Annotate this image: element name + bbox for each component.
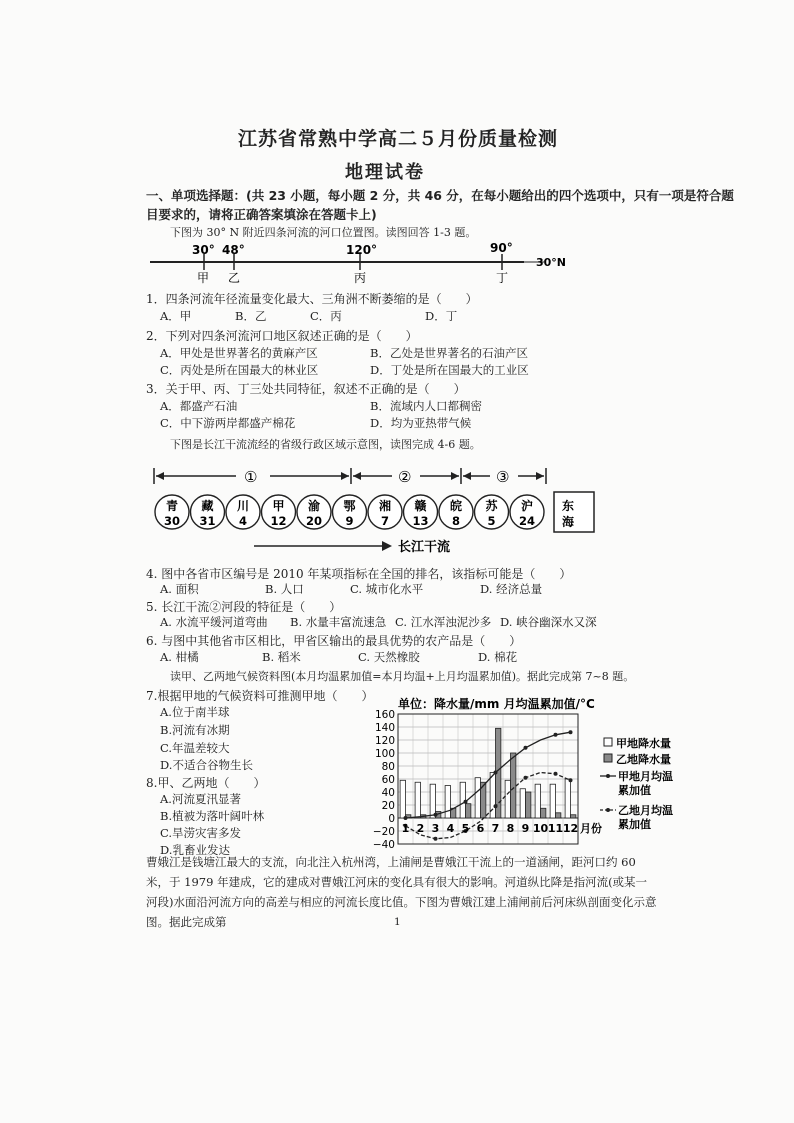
line-point bbox=[569, 730, 573, 734]
option: C．丙 bbox=[310, 309, 342, 323]
option: A. 面积 bbox=[160, 582, 199, 596]
option: B.河流有冰期 bbox=[160, 723, 230, 737]
option: C. 天然橡胶 bbox=[358, 650, 420, 664]
option: C. 江水浑浊泥沙多 bbox=[395, 615, 492, 629]
x-tick-label: 3 bbox=[431, 822, 440, 835]
segment-label-2: ② bbox=[398, 468, 412, 486]
option: D. 峡谷幽深水又深 bbox=[500, 615, 597, 629]
intro-q4-6: 下图是长江干流流经的省级行政区域示意图，读图完成 4-6 题。 bbox=[170, 438, 481, 451]
page-subtitle: 地理试卷 bbox=[345, 162, 425, 183]
option: C．丙处是所在国最大的林业区 bbox=[160, 363, 319, 377]
x-tick-label: 4 bbox=[446, 822, 455, 835]
legend-label: 乙地降水量 bbox=[616, 753, 671, 766]
y-tick-label: 140 bbox=[374, 722, 395, 734]
segment-label-3: ③ bbox=[496, 468, 510, 486]
option: A.河流夏汛显著 bbox=[160, 792, 241, 806]
sea-label-part1: 东 bbox=[562, 499, 575, 513]
province-name: 沪 bbox=[520, 499, 534, 513]
bar-jia-precip bbox=[415, 782, 420, 818]
option: C. 城市化水平 bbox=[350, 582, 424, 596]
bar-jia-precip bbox=[565, 779, 570, 818]
province-name: 青 bbox=[165, 499, 179, 513]
legend-label: 累加值 bbox=[618, 818, 651, 831]
province-name: 鄂 bbox=[343, 499, 356, 513]
province-name: 皖 bbox=[449, 499, 463, 513]
y-tick-label: −40 bbox=[372, 839, 395, 851]
option: D. 棉花 bbox=[478, 650, 518, 664]
province-name: 渝 bbox=[307, 499, 321, 513]
intro-q1-3: 下图为 30° N 附近四条河流的河口位置图。读图回答 1-3 题。 bbox=[170, 226, 477, 239]
river-label: 丁 bbox=[496, 271, 509, 285]
page-title: 江苏省常熟中学高二５月份质量检测 bbox=[238, 128, 559, 150]
passage-text: 曹娥江是钱塘江最大的支流，向北注入杭州湾，上浦闸是曹娥江干流上的一道涵闸，距河口约 60 米，于 1979 年建成，它的建成对曹娥江河床的变化具有很大的影响。河道纵比降是指河流(或某一河段)水面沿河流方向的高差与相应的河流长度比值。下图为曹娥江建上浦闸前后河床纵剖面变化示意图。据此完成第 bbox=[146, 855, 657, 929]
line-point bbox=[494, 771, 498, 775]
option: A．甲 bbox=[160, 309, 192, 323]
bar-jia-precip bbox=[535, 784, 540, 818]
option: B．乙 bbox=[235, 309, 267, 323]
option: D．均为亚热带气候 bbox=[370, 416, 472, 430]
y-tick-label: 20 bbox=[381, 800, 395, 812]
option: A. 水流平缓河道弯曲 bbox=[160, 615, 268, 629]
y-tick-label: −20 bbox=[372, 826, 395, 838]
option: B．流域内人口都稠密 bbox=[370, 399, 482, 413]
lat-label: 30°N bbox=[536, 256, 567, 269]
province-rank: 13 bbox=[412, 514, 429, 528]
province-rank: 30 bbox=[163, 514, 181, 528]
line-point bbox=[569, 778, 573, 782]
climate-chart bbox=[366, 694, 696, 852]
x-tick-label: 8 bbox=[506, 822, 515, 835]
x-tick-label: 2 bbox=[416, 822, 425, 835]
province-name: 赣 bbox=[414, 499, 427, 513]
x-tick-label: 9 bbox=[521, 822, 530, 835]
option: C．中下游两岸都盛产棉花 bbox=[160, 416, 296, 430]
question-7: 7.根据甲地的气候资料可推测甲地（ ） bbox=[146, 689, 374, 703]
option: B．乙处是世界著名的石油产区 bbox=[370, 346, 528, 360]
question-8: 8.甲、乙两地（ ） bbox=[146, 776, 266, 790]
yangtze-province-diagram bbox=[144, 462, 604, 562]
option: C.年温差较大 bbox=[160, 741, 230, 755]
y-tick-label: 40 bbox=[381, 787, 395, 799]
bar-yi-precip bbox=[556, 813, 561, 818]
question-6: 6. 与图中其他省市区相比，甲省区输出的最具优势的农产品是（ ） bbox=[146, 634, 522, 648]
lon-label: 90° bbox=[490, 241, 513, 255]
page-number: 1 bbox=[394, 916, 401, 928]
y-tick-label: 80 bbox=[381, 761, 395, 773]
x-tick-label: 1 bbox=[401, 822, 410, 835]
option: B. 稻米 bbox=[262, 650, 301, 664]
option: D.不适合谷物生长 bbox=[160, 758, 253, 772]
question-3: 3．关于甲、丙、丁三处共同特征，叙述不正确的是（ ） bbox=[146, 382, 466, 396]
section-heading: 一、单项选择题：(共 23 小题，每小题 2 分，共 46 分，在每小题给出的四个选项中，只有一项是符合题 bbox=[146, 188, 734, 203]
bar-jia-precip bbox=[505, 780, 510, 818]
question-2: 2．下列对四条河流河口地区叙述正确的是（ ） bbox=[146, 329, 418, 343]
x-tick-label: 6 bbox=[476, 822, 485, 835]
segment-label-1: ① bbox=[244, 468, 258, 486]
option: B. 水量丰富流速急 bbox=[290, 615, 387, 629]
y-tick-label: 0 bbox=[388, 813, 395, 825]
province-circles bbox=[155, 495, 544, 529]
sea-label-part2: 海 bbox=[562, 515, 575, 529]
province-rank: 20 bbox=[305, 514, 323, 528]
line-point bbox=[464, 800, 468, 804]
bar-yi-precip bbox=[511, 753, 516, 818]
option: D．丁 bbox=[425, 309, 458, 323]
legend-label: 累加值 bbox=[618, 784, 651, 797]
province-rank: 24 bbox=[518, 514, 536, 528]
question-4: 4. 图中各省市区编号是 2010 年某项指标在全国的排名，该指标可能是（ ） bbox=[146, 567, 572, 581]
line-point bbox=[404, 816, 408, 820]
legend-label: 甲地月均温 bbox=[618, 770, 673, 783]
option: A.位于南半球 bbox=[160, 705, 230, 719]
bar-jia-precip bbox=[520, 789, 525, 818]
province-rank: 5 bbox=[487, 514, 496, 528]
legend-label: 乙地月均温 bbox=[618, 804, 673, 817]
province-rank: 8 bbox=[451, 514, 461, 528]
lon-label: 48° bbox=[222, 243, 245, 257]
option: D. 经济总量 bbox=[480, 582, 543, 596]
option: A. 柑橘 bbox=[160, 650, 199, 664]
river-label: 乙 bbox=[228, 271, 241, 285]
option: C.旱涝灾害多发 bbox=[160, 826, 242, 840]
x-tick-label: 12 bbox=[562, 822, 579, 835]
river-label: 甲 bbox=[197, 271, 210, 285]
y-tick-label: 160 bbox=[374, 709, 395, 721]
section-heading-cont: 目要求的，请将正确答案填涂在答题卡上) bbox=[146, 207, 377, 222]
bar-yi-precip bbox=[541, 808, 546, 818]
line-point bbox=[524, 746, 528, 750]
x-axis-label: 月份 bbox=[580, 822, 602, 835]
question-1: 1．四条河流年径流量变化最大、三角洲不断萎缩的是（ ） bbox=[146, 292, 478, 306]
option: A．都盛产石油 bbox=[160, 399, 238, 413]
x-tick-label: 5 bbox=[461, 822, 470, 835]
province-rank: 7 bbox=[380, 514, 390, 528]
river-mouth-map bbox=[146, 240, 586, 286]
option: D．丁处是所在国最大的工业区 bbox=[370, 363, 529, 377]
province-name: 藏 bbox=[201, 499, 214, 513]
lon-label: 30° bbox=[192, 243, 215, 257]
bar-jia-precip bbox=[475, 778, 480, 818]
option: D.乳畜业发达 bbox=[160, 843, 230, 857]
province-rank: 4 bbox=[238, 514, 248, 528]
chart-title: 单位：降水量/mm 月均温累加值/°C bbox=[398, 697, 595, 711]
x-tick-label: 7 bbox=[491, 822, 500, 835]
x-tick-label: 10 bbox=[532, 822, 549, 835]
x-tick-label: 11 bbox=[547, 822, 564, 835]
bar-yi-precip bbox=[466, 804, 471, 818]
line-point bbox=[524, 776, 528, 780]
bar-jia-precip bbox=[400, 780, 405, 818]
line-point bbox=[434, 813, 438, 817]
question-5: 5. 长江干流②河段的特征是（ ） bbox=[146, 600, 342, 614]
bar-jia-precip bbox=[550, 784, 555, 818]
lon-label: 120° bbox=[346, 243, 378, 257]
river-label: 丙 bbox=[354, 271, 367, 285]
line-point bbox=[434, 837, 438, 841]
line-point bbox=[494, 804, 498, 808]
province-rank: 12 bbox=[270, 514, 287, 528]
line-point bbox=[554, 772, 558, 776]
arrow-label: 长江干流 bbox=[398, 540, 451, 555]
province-rank: 31 bbox=[199, 514, 216, 528]
y-tick-label: 100 bbox=[374, 748, 395, 760]
chart-legend bbox=[600, 736, 673, 831]
legend-label: 甲地降水量 bbox=[616, 737, 671, 750]
legend-swatch bbox=[604, 738, 612, 746]
bar-yi-precip bbox=[571, 815, 576, 818]
y-tick-label: 120 bbox=[374, 735, 395, 747]
province-name: 川 bbox=[236, 499, 250, 513]
option: A．甲处是世界著名的黄麻产区 bbox=[160, 346, 318, 360]
bar-yi-precip bbox=[526, 792, 531, 818]
province-name: 苏 bbox=[485, 499, 498, 513]
province-name: 甲 bbox=[272, 499, 285, 513]
y-tick-label: 60 bbox=[381, 774, 395, 786]
line-point bbox=[554, 733, 558, 737]
bar-jia-precip bbox=[445, 786, 450, 819]
option: B.植被为落叶阔叶林 bbox=[160, 809, 265, 823]
legend-swatch bbox=[604, 754, 612, 762]
province-rank: 9 bbox=[345, 514, 354, 528]
province-name: 湘 bbox=[378, 499, 392, 513]
option: B. 人口 bbox=[265, 582, 304, 596]
intro-q7-8: 读甲、乙两地气候资料图(本月均温累加值=本月均温+上月均温累加值)。据此完成第 7~8 题。 bbox=[170, 670, 635, 683]
